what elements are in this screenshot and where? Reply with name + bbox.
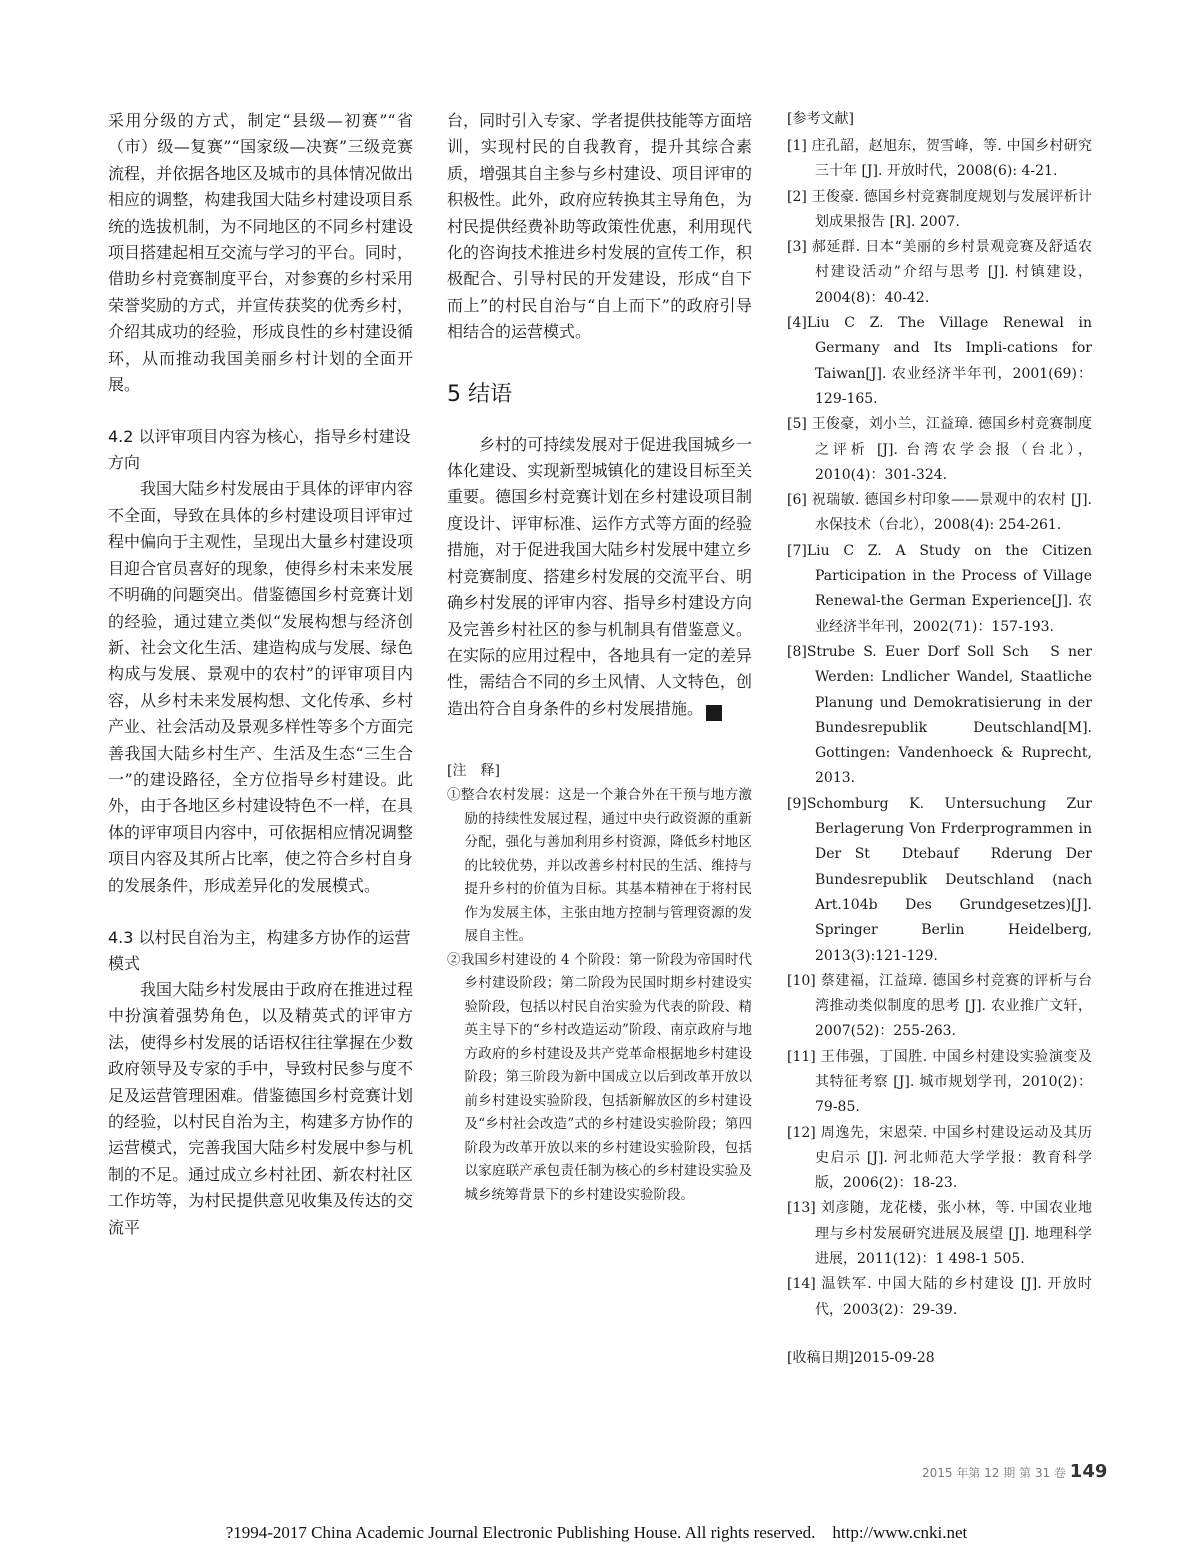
references-heading: [参考文献] xyxy=(787,111,854,127)
article-end-icon: P xyxy=(706,705,722,721)
section-heading-4-2: 4.2 以评审项目内容为核心，指导乡村建设方向 xyxy=(108,427,411,473)
reference-item: [9]Schomburg K. Untersuchung Zur Berlagerung Von Frderprogrammen in Der St Dtebauf Rderung Der Bundesrepublik Deutschland (nach Art.104b Des Grundgesetzes)[J]. Springer Berlin Heidelberg, 2013(3):121-129. xyxy=(787,795,1092,964)
page-number: 149 xyxy=(1069,1461,1108,1482)
reference-item: [2] 王俊豪. 德国乡村竞赛制度规划与发展评析计划成果报告 [R]. 2007. xyxy=(787,188,1092,230)
references-list xyxy=(787,134,1092,1323)
paragraph-villager-autonomy: 我国大陆乡村发展由于政府在推进过程中扮演着强势角色，以及精英式的评审方法，使得乡村发展的话语权往往掌握在少数政府领导及专家的手中，导致村民参与度不足及运营管理困难。借鉴德国乡村竞赛计划的经验，以村民自治为主，构建多方协作的运营模式，完善我国大陆乡村发展中参与机制的不足。通过成立乡村社团、新农村社区工作坊等，为村民提供意见收集及传达的交流平 xyxy=(108,979,413,1237)
reference-item: [11] 王伟强，丁国胜. 中国乡村建设实验演变及其特征考察 [J]. 城市规划学刊，2010(2)：79-85. xyxy=(787,1048,1092,1116)
paragraph-operation-mode: 台，同时引入专家、学者提供技能等方面培训，实现村民的自我教育，提升其综合素质，增强其自主参与乡村建设、项目评审的积极性。此外，政府应转换其主导角色，为村民提供经费补助等政策性优惠，利用现代化的咨询技术推进乡村发展的宣传工作，积极配合、引导村民的开发建设，形成“自下而上”的村民自治与“自上而下”的政府引导相结合的运营模式。 xyxy=(447,111,752,342)
copyright-line: ?1994-2017 China Academic Journal Electronic Publishing House. All rights reserved. http://www.cnki.net xyxy=(225,1523,968,1542)
issue-info: 2015 年第 12 期 第 31 卷 xyxy=(922,1466,1066,1480)
note-item: ①整合农村发展：这是一个兼合外在干预与地方激励的持续性发展过程，通过中央行政资源的重新分配，强化与善加利用乡村资源，降低乡村地区的比较优势，并以改善乡村村民的生活、维持与提升乡村的价值为目标。其基本精神在于将村民作为发展主体，主张由地方控制与管理资源的发展自主性。 xyxy=(447,787,752,945)
reference-item: [10] 蔡建福，江益璋. 德国乡村竞赛的评析与台湾推动类似制度的思考 [J]. 农业推广文轩，2007(52)：255-263. xyxy=(787,972,1092,1040)
column-right xyxy=(787,108,1092,1369)
notes-heading: [注 释] xyxy=(447,763,500,780)
paragraph-review-content: 我国大陆乡村发展由于具体的评审内容不全面，导致在具体的乡村建设项目评审过程中偏向于主观性，呈现出大量乡村建设项目迎合官员喜好的现象，使得乡村未来发展不明确的问题突出。借鉴德国乡村竞赛计划的经验，通过建立类似“发展构想与经济创新、社会文化生活、建造构成与发展、绿色构成与发展、景观中的农村”的评审项目内容，从乡村未来发展构想、文化传承、乡村产业、社会活动及景观多样性等多个方面完善我国大陆乡村生产、生活及生态“三生合一”的建设路径，全方位指导乡村建设。此外，由于各地区乡村建设特色不一样，在具体的评审项目内容中，可依据相应情况调整项目内容及其所占比率，使之符合乡村自身的发展条件，形成差异化的发展模式。 xyxy=(108,479,413,895)
reference-item: [6] 祝瑞敏. 德国乡村印象——景观中的农村 [J]. 水保技术（台北），2008(4): 254-261. xyxy=(787,492,1092,534)
reference-item: [3] 郝延群. 日本“美丽的乡村景观竞赛及舒适农村建设活动”介绍与思考 [J]. 村镇建设，2004(8)：40-42. xyxy=(787,239,1092,306)
reference-item: [13] 刘彦随，龙花楼，张小林，等. 中国农业地理与乡村发展研究进展及展望 [J]. 地理科学进展，2011(12)：1 498-1 505. xyxy=(787,1200,1092,1268)
page-footer xyxy=(922,1461,1107,1482)
column-middle xyxy=(447,108,752,1207)
notes-list xyxy=(447,784,752,1207)
reference-item: [1] 庄孔韶，赵旭东，贺雪峰，等. 中国乡村研究三十年 [J]. 开放时代，2008(6): 4-21. xyxy=(787,138,1092,180)
reference-item: [8]Strube S. Euer Dorf Soll Sch S ner Werden: Lndlicher Wandel, Staatliche Planung und Demokratisierung in der Bundesrepublik Deutschland[M]. Gottingen: Vandenhoeck & Ruprecht, 2013. xyxy=(787,643,1092,787)
paragraph-conclusion xyxy=(447,432,752,722)
conclusion-text: 乡村的可持续发展对于促进我国城乡一体化建设、实现新型城镇化的建设目标至关重要。德国乡村竞赛计划在乡村建设项目制度设计、评审标准、运作方式等方面的经验措施，对于促进我国大陆乡村发展中建立乡村竞赛制度、搭建乡村发展的交流平台、明确乡村发展的评审内容、指导乡村建设方向及完善乡村社区的参与机制具有借鉴意义。在实际的应用过程中，各地具有一定的差异性，需结合不同的乡土风情、人文特色，创造出符合自身条件的乡村发展措施。 xyxy=(447,434,752,718)
received-date: [收稿日期]2015-09-28 xyxy=(787,1349,935,1366)
reference-item: [5] 王俊豪，刘小兰，江益璋. 德国乡村竞赛制度之评析 [J]. 台湾农学会报（台北），2010(4)：301-324. xyxy=(787,416,1092,483)
reference-item: [4]Liu C Z. The Village Renewal in Germany and Its Impli-cations for Taiwan[J]. 农业经济半年刊，2001(69)：129-165. xyxy=(787,315,1092,407)
column-left xyxy=(108,108,413,1241)
note-item: ②我国乡村建设的 4 个阶段：第一阶段为帝国时代乡村建设阶段；第二阶段为民国时期乡村建设实验阶段，包括以村民自治实验为代表的阶段、精英主导下的“乡村改造运动”阶段、南京政府与地方政府的乡村建设及共产党革命根据地乡村建设阶段；第三阶段为新中国成立以后到改革开放以前乡村建设实验阶段，包括新解放区的乡村建设及“乡村社会改造”式的乡村建设实验阶段；第四阶段为改革开放以来的乡村建设实验阶段，包括以家庭联产承包责任制为核心的乡村建设实验及城乡统筹背景下的乡村建设实验阶段。 xyxy=(447,951,752,1203)
reference-item: [7]Liu C Z. A Study on the Citizen Participation in the Process of Village Renewal-the German Experience[J]. 农业经济半年刊，2002(71)：157-193. xyxy=(787,542,1092,635)
section-heading-4-3: 4.3 以村民自治为主，构建多方协作的运营模式 xyxy=(108,927,411,973)
reference-item: [14] 温铁军. 中国大陆的乡村建设 [J]. 开放时代，2003(2)：29-39. xyxy=(787,1276,1092,1318)
reference-item: [12] 周逸先，宋恩荣. 中国乡村建设运动及其历史启示 [J]. 河北师范大学学报：教育科学版，2006(2)：18-23. xyxy=(787,1124,1092,1192)
section-heading-5-conclusion: 5 结语 xyxy=(447,381,512,407)
paragraph-competition-levels: 采用分级的方式，制定“县级—初赛”“省（市）级—复赛”“国家级—决赛”三级竞赛流程，并依据各地区及城市的具体情况做出相应的调整，构建我国大陆乡村建设项目系统的选拔机制，为不同地区的不同乡村建设项目搭建起相互交流与学习的平台。同时，借助乡村竞赛制度平台，对参赛的乡村采用荣誉奖励的方式，并宣传获奖的优秀乡村，介绍其成功的经验，形成良性的乡村建设循环，从而推动我国美丽乡村计划的全面开展。 xyxy=(108,111,413,395)
